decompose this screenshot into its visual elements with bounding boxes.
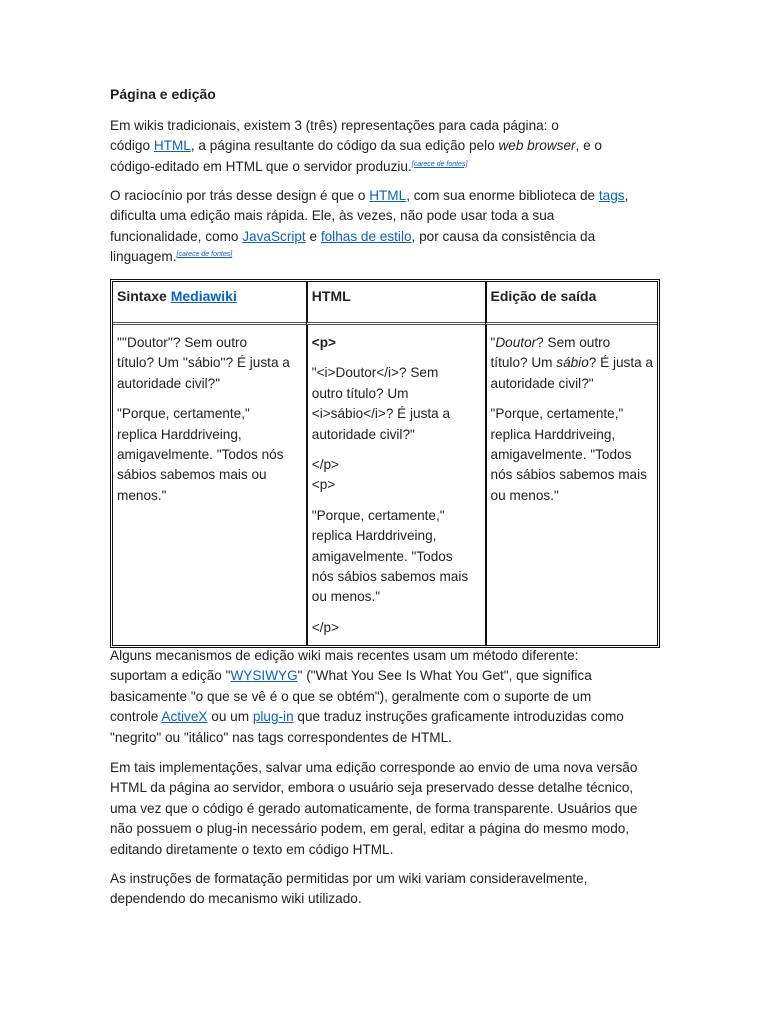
paragraph-design-reasoning xyxy=(110,186,628,268)
text-run: editando diretamente o texto em código HTML. xyxy=(110,841,394,857)
text-run: que traduz instruções graficamente introduzidas como xyxy=(293,709,624,725)
text-run: HTML da página ao servidor, embora o usuário seja preservado desse detalhe técnico, xyxy=(110,780,634,796)
citation-needed xyxy=(177,251,233,258)
paragraph-representations xyxy=(110,116,602,177)
paragraph-gap xyxy=(117,394,302,404)
text-run: basicamente "o que se vê é o que se obtém"), geralmente com o suporte de um xyxy=(110,688,592,704)
text-run: As instruções de formatação permitidas por um wiki variam consideravelmente, xyxy=(110,871,588,886)
text-run: amigavelmente. "Todos nós xyxy=(117,447,284,463)
header-html xyxy=(306,282,485,325)
text-run: "Porque, certamente," xyxy=(311,507,445,523)
text-run: código xyxy=(110,138,154,154)
text-run: Alguns mecanismos de edição wiki mais recentes usam um método diferente: xyxy=(110,648,579,663)
text-run: e xyxy=(305,228,321,244)
text-run: " ("What You See Is What You Get", que significa xyxy=(297,668,592,684)
text-run: Sintaxe xyxy=(117,288,171,304)
text-run: HTML xyxy=(311,288,351,304)
text-run: suportam a edição " xyxy=(110,668,231,684)
text-run: nós sábios sabemos mais xyxy=(490,467,647,483)
text-run: Em wikis tradicionais, existem 3 (três) representações para cada página: o xyxy=(110,118,559,133)
text-run: , com sua enorme biblioteca de xyxy=(406,188,599,203)
text-run: nós sábios sabemos mais xyxy=(311,569,469,585)
text-run: código-editado em HTML que o servidor produziu. xyxy=(110,158,412,174)
cell-mediawiki-example xyxy=(113,325,306,645)
cell-html-example xyxy=(306,325,485,645)
wiki-link[interactable]: tags xyxy=(598,188,625,203)
text-run: amigavelmente. "Todos xyxy=(311,548,453,564)
paragraph-gap xyxy=(312,353,481,363)
paragraph-gap xyxy=(491,394,653,404)
text-run: Em tais implementações, salvar uma edição corresponde ao envio de uma nova versão xyxy=(110,760,638,775)
text-run: ? Sem outro xyxy=(536,335,611,350)
text-run: ? É justa a xyxy=(588,355,653,371)
paragraph-gap xyxy=(312,608,481,618)
text-run: autoridade civil?" xyxy=(117,375,221,391)
text-run: replica Harddriveing, xyxy=(490,426,616,442)
text-run: replica Harddriveing, xyxy=(117,426,242,442)
paragraph-wysiwyg xyxy=(110,646,624,748)
paragraph-gap xyxy=(312,496,481,506)
text-run: outro título? Um xyxy=(311,385,409,401)
syntax-comparison-table xyxy=(110,279,660,648)
header-output xyxy=(485,282,657,325)
wiki-link[interactable]: folhas de estilo xyxy=(320,228,412,244)
section-heading: Página e edição xyxy=(110,86,216,102)
text-run: <i>sábio</i>? É justa a xyxy=(311,406,451,422)
paragraph-gap xyxy=(312,445,481,455)
wiki-link[interactable]: HTML xyxy=(369,188,407,203)
text-run: Edição de saída xyxy=(490,288,597,304)
text-run: dependendo do mecanismo wiki utilizado. xyxy=(110,891,362,907)
paragraph-formatting xyxy=(110,869,588,910)
text-run: ou um xyxy=(207,709,253,725)
text-run: sábios sabemos mais ou xyxy=(117,467,267,483)
text-run: linguagem. xyxy=(110,249,177,265)
wiki-link[interactable]: HTML xyxy=(153,138,191,154)
text-run: título? Um xyxy=(490,355,557,371)
italic-text: sábio xyxy=(556,355,589,371)
text-run: " xyxy=(490,335,496,350)
text-run: "Porque, certamente," xyxy=(117,406,250,422)
italic-text: web browser xyxy=(498,138,576,154)
paragraph-implementations xyxy=(110,758,637,860)
text-run: uma vez que o código é gerado automaticamente, de forma transparente. Usuários que xyxy=(110,800,638,816)
text-run: <p> xyxy=(311,477,336,493)
text-run: funcionalidade, como xyxy=(110,228,243,244)
wiki-link[interactable]: plug-in xyxy=(252,709,294,725)
wiki-link[interactable]: WYSIWYG xyxy=(230,668,298,684)
text-run: O raciocínio por trás desse design é que o xyxy=(110,188,370,203)
text-run: menos." xyxy=(117,487,167,503)
text-run: amigavelmente. "Todos xyxy=(490,447,632,463)
text-run: replica Harddriveing, xyxy=(311,528,437,544)
text-run: </p> xyxy=(311,457,339,473)
wiki-link[interactable]: JavaScript xyxy=(242,228,306,244)
citation-needed-link[interactable]: [carece de fontes] xyxy=(176,251,233,259)
text-run: , por causa da consistência da xyxy=(411,228,596,244)
bold-text: <p> xyxy=(311,335,336,350)
text-run: ou menos." xyxy=(311,589,381,605)
text-run: autoridade civil?" xyxy=(490,375,594,391)
text-run: título? Um ''sábio''? É justa a xyxy=(117,355,290,371)
text-run: "negrito" ou "itálico" nas tags correspondentes de HTML. xyxy=(110,729,452,745)
text-run: , xyxy=(624,188,629,203)
text-run: não possuem o plug-in necessário podem, em geral, editar a página do mesmo modo, xyxy=(110,821,630,837)
text-run: dificulta uma edição mais rápida. Ele, às vezes, não pode usar toda a sua xyxy=(110,208,555,224)
citation-needed-link[interactable]: [carece de fontes] xyxy=(411,160,468,168)
citation-needed xyxy=(412,161,468,168)
text-run: ou menos." xyxy=(490,487,559,503)
text-run: "Porque, certamente," xyxy=(490,406,624,422)
text-run: , e o xyxy=(575,138,602,154)
header-mediawiki-syntax xyxy=(113,282,306,325)
text-run: "''Doutor''? Sem outro xyxy=(117,335,248,350)
text-run: autoridade civil?" xyxy=(311,426,415,442)
italic-text: Doutor xyxy=(495,335,537,350)
text-run: "<i>Doutor</i>? Sem xyxy=(311,365,439,381)
text-run: </p> xyxy=(311,619,339,635)
cell-output-example xyxy=(485,325,657,645)
wiki-link[interactable]: ActiveX xyxy=(161,709,208,725)
text-run: , a página resultante do código da sua edição pelo xyxy=(190,138,499,154)
text-run: controle xyxy=(110,709,162,725)
wiki-link[interactable]: Mediawiki xyxy=(170,288,237,304)
